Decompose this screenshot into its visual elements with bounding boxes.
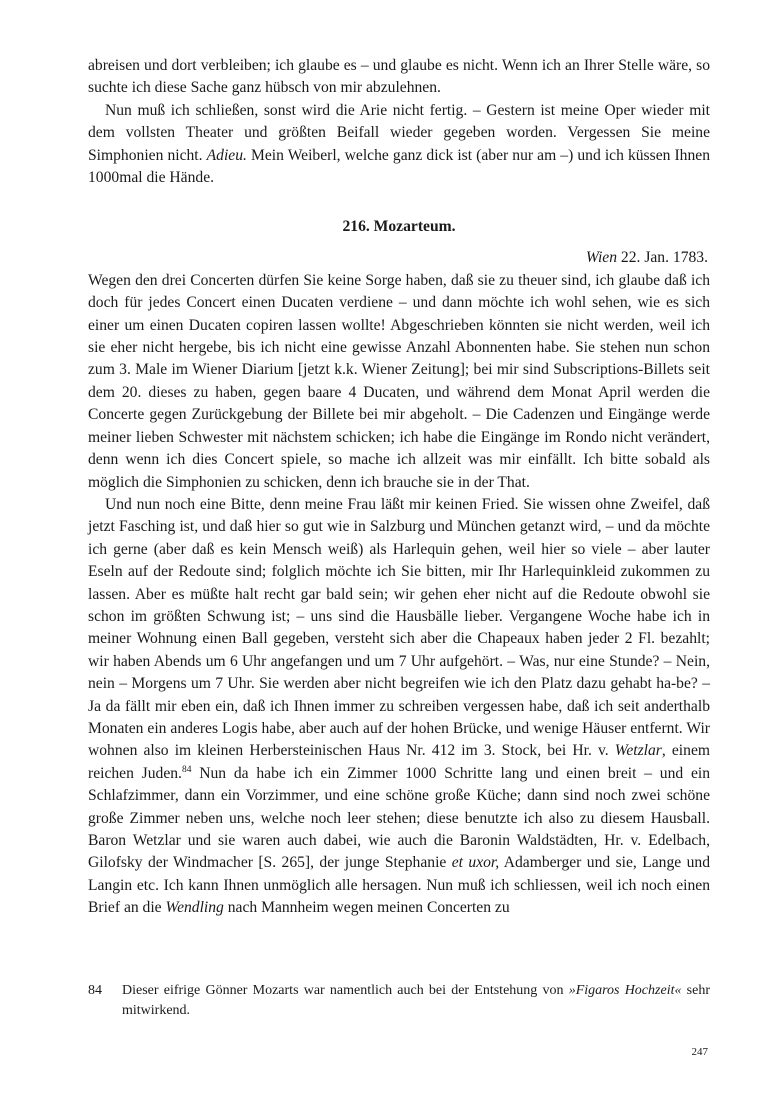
text-run: sehr mitwirkend. bbox=[122, 983, 710, 1018]
paragraph-request bbox=[88, 494, 710, 920]
date-value: 22. Jan. 1783. bbox=[617, 249, 708, 267]
letter-dateline bbox=[88, 247, 710, 269]
page-body bbox=[88, 55, 710, 920]
text-run: Und nun noch eine Bitte, denn meine Frau läßt mir keinen Fried. Sie wissen ohne Zweifel, daß jetzt Fasching ist, und daß hier so gut wie in Salzburg und München getanzt wird, – und da möchte ich gerne (aber daß es kein Mensch weiß) als Harlequin gehen, weil hier so viele – aber lauter Eseln auf der Redoute sind; folglich möchte ich Sie bitten, mir Ihr Harlequinkleid zukommen zu lassen. Aber es müßte halt recht gar bald sein; wir gehen eher nicht auf die Redoute obwohl sie schon im größten Schwung ist; – uns sind die Hausbälle lieber. Vergangene Woche habe ich in meiner Wohnung einen Ball gegeben, versteht sich aber die Chapeaux haben jeder 2 Fl. bezahlt; wir haben Abends um 6 Uhr angefangen und um 7 Uhr aufgehört. – Was, nur eine Stunde? – Nein, nein – Morgens um 7 Uhr. Sie werden aber nicht begreifen wie ich den Platz dazu gehabt ha-be? – Ja da fällt mir eben ein, daß ich Ihnen immer zu schreiben vergessen habe, daß ich seit anderthalb Monaten ein anderes Logis habe, aber auch auf der hohen Brücke, und wenige Häuser entfernt. Wir wohnen also im kleinen Herbersteinischen Haus Nr. 412 im 3. Stock, bei Hr. v. bbox=[88, 495, 710, 760]
footnote-reference[interactable]: 84 bbox=[181, 764, 192, 775]
italic-wendling: Wendling bbox=[165, 899, 224, 917]
footnote bbox=[88, 981, 710, 1021]
paragraph-closing bbox=[88, 100, 710, 190]
text-run: Adamberger und sie, Lange und Langin etc. Ich kann Ihnen unmöglich alle hersagen. Nun muß ich schliessen, weil ich noch einen Brief an die bbox=[88, 854, 711, 917]
text-run: Mein Weiberl, welche ganz dick ist (aber nur am –) und ich küssen Ihnen 1000mal die Hände. bbox=[88, 146, 710, 187]
text-run: Nun da habe ich ein Zimmer 1000 Schritte lang und einen breit – und ein Schlafzimmer, dann ein Vorzimmer, und eine schöne große Küche; dann sind noch zwei schöne große Zimmer neben uns, welche noch leer stehen; diese benutzte ich also zu diesem Hausball. Baron Wetzlar und sie waren auch dabei, wie auch die Baronin Waldstädten, Hr. v. Edelbach, Gilofsky der Windmacher [S. 265], der junge Stephanie bbox=[88, 764, 711, 872]
footnote-text bbox=[122, 981, 710, 1021]
text-run: Nun muß ich schließen, sonst wird die Arie nicht fertig. – Gestern ist meine Oper wieder mit dem vollsten Theater und größten Beifall wieder gegeben worden. Vergessen Sie meine Simphonien nicht. bbox=[88, 101, 710, 164]
paragraph-concertos: Wegen den drei Concerten dürfen Sie keine Sorge haben, daß sie zu theuer sind, ich glaube daß ich doch für jedes Concert einen Ducaten verdiene – und dann möchte ich wohl sehen, wie es sich einer um einen Ducaten copiren lassen wollte! Abgeschrieben könnten sie nicht werden, weil ich sie eher nicht hergebe, bis ich nicht eine gewisse Anzahl Abonnenten habe. Sie stehen nun schon zum 3. Male im Wiener Diarium [jetzt k.k. Wiener Zeitung]; bei mir sind Subscriptions-Billets seit dem 20. dieses zu haben, gegen baare 4 Ducaten, und während dem Monat April werden die Concerte gegen Zurückgebung der Billete bei mir abgeholt. – Die Cadenzen und Eingänge werde meiner lieben Schwester mit nächstem schicken; ich habe die Eingänge im Rondo nicht verändert, denn wenn ich dies Concert spiele, so mache ich allzeit was mir einfällt. Ich bitte sobald als möglich die Simphonien zu schicken, denn ich brauche sie in der That. bbox=[88, 271, 710, 491]
italic-adieu: Adieu. bbox=[206, 146, 247, 164]
text-run: Dieser eifrige Gönner Mozarts war namentlich auch bei der Entstehung von bbox=[122, 983, 569, 998]
italic-wetzlar: Wetzlar bbox=[614, 742, 662, 760]
paragraph-continuation: abreisen und dort verbleiben; ich glaube es – und glaube es nicht. Wenn ich an Ihrer Stelle wäre, so suchte ich diese Sache ganz hübsch von mir abzulehnen. bbox=[88, 57, 710, 97]
italic-et-uxor: et uxor, bbox=[451, 854, 500, 872]
footnote-number: 84 bbox=[88, 983, 102, 998]
italic-figaro-title: »Figaros Hochzeit« bbox=[568, 983, 682, 998]
text-run: nach Mannheim wegen meinen Concerten zu bbox=[223, 899, 510, 917]
letter-heading: 216. Mozarteum. bbox=[342, 218, 456, 236]
page-number: 247 bbox=[691, 1046, 708, 1058]
date-place: Wien bbox=[585, 249, 618, 267]
text-run: , einem reichen Juden. bbox=[88, 742, 710, 782]
